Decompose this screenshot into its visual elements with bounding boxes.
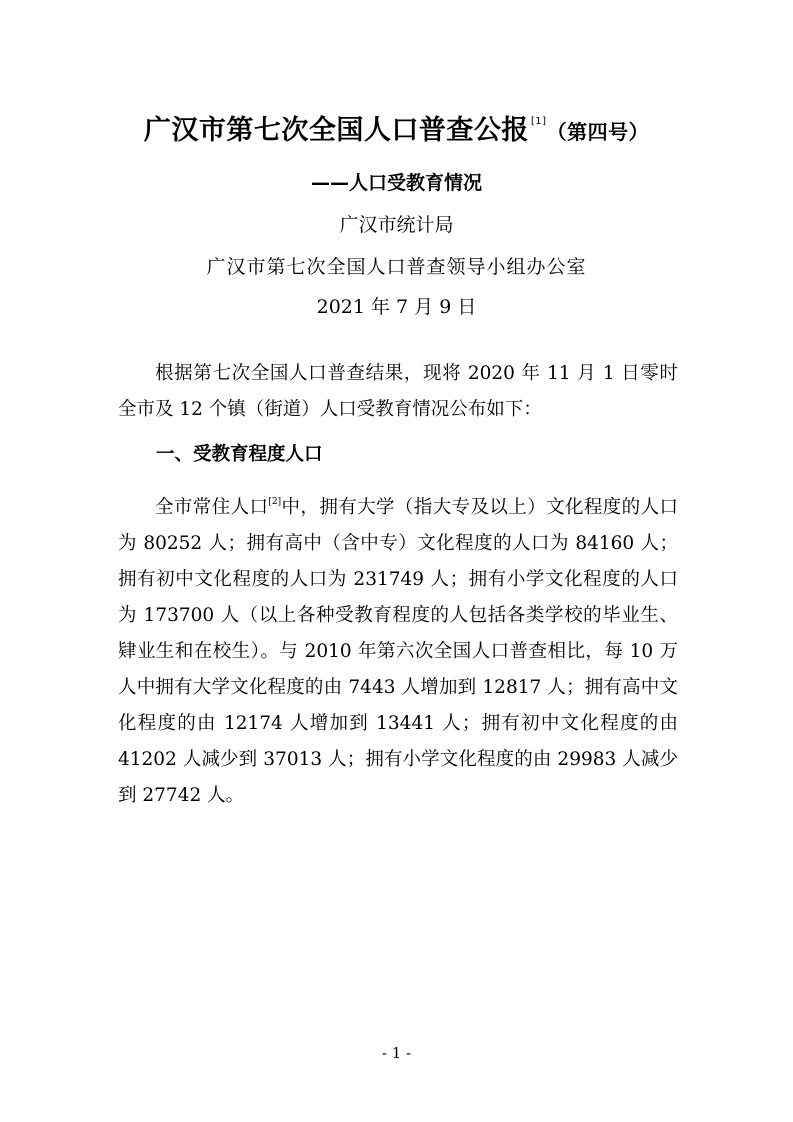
paragraph-start: 全市常住人口 [155,497,269,518]
section-heading: 一、受教育程度人口 [156,444,323,465]
title-footnote-mark: [1] [530,116,547,127]
document-title [0,108,793,147]
issuer-census-office: 广汉市第七次全国人口普查领导小组办公室 [206,256,587,278]
paragraph-footnote-mark: [2] [268,497,282,507]
publication-date: 2021 年 7 月 9 日 [316,296,477,318]
intro-paragraph: 根据第七次全国人口普查结果，现将 2020 年 11 月 1 日零时全市及 12 个镇（街道）人口受教育情况公布如下： [118,363,678,420]
document-subtitle: ——人口受教育情况 [310,172,482,194]
issue-number: （第四号） [546,120,650,144]
section-paragraph [118,484,678,814]
paragraph-rest: 中，拥有大学（指大专及以上）文化程度的人口为 80252 人；拥有高中（含中专）文化程度的人口为 84160 人；拥有初中文化程度的人口为 231749 人；拥有小学文化程度的人口为 173700 人（以上各种受教育程度的人包括各类学校的毕业生、肄业生和在校生）。与 2010 年第六次全国人口普查相比，每 10 万人中拥有大学文化程度的由 7443 人增加到 12817 人；拥有高中文化程度的由 12174 人增加到 13441 人；拥有初中文化程度的由 41202 人减少到 37013 人；拥有小学文化程度的由 29983 人减少到 27742 人。 [118,497,678,806]
title-text: 广汉市第七次全国人口普查公报 [143,115,529,146]
page-number: - 1 - [381,1044,412,1062]
issuer-statistics-bureau: 广汉市统计局 [339,214,454,236]
